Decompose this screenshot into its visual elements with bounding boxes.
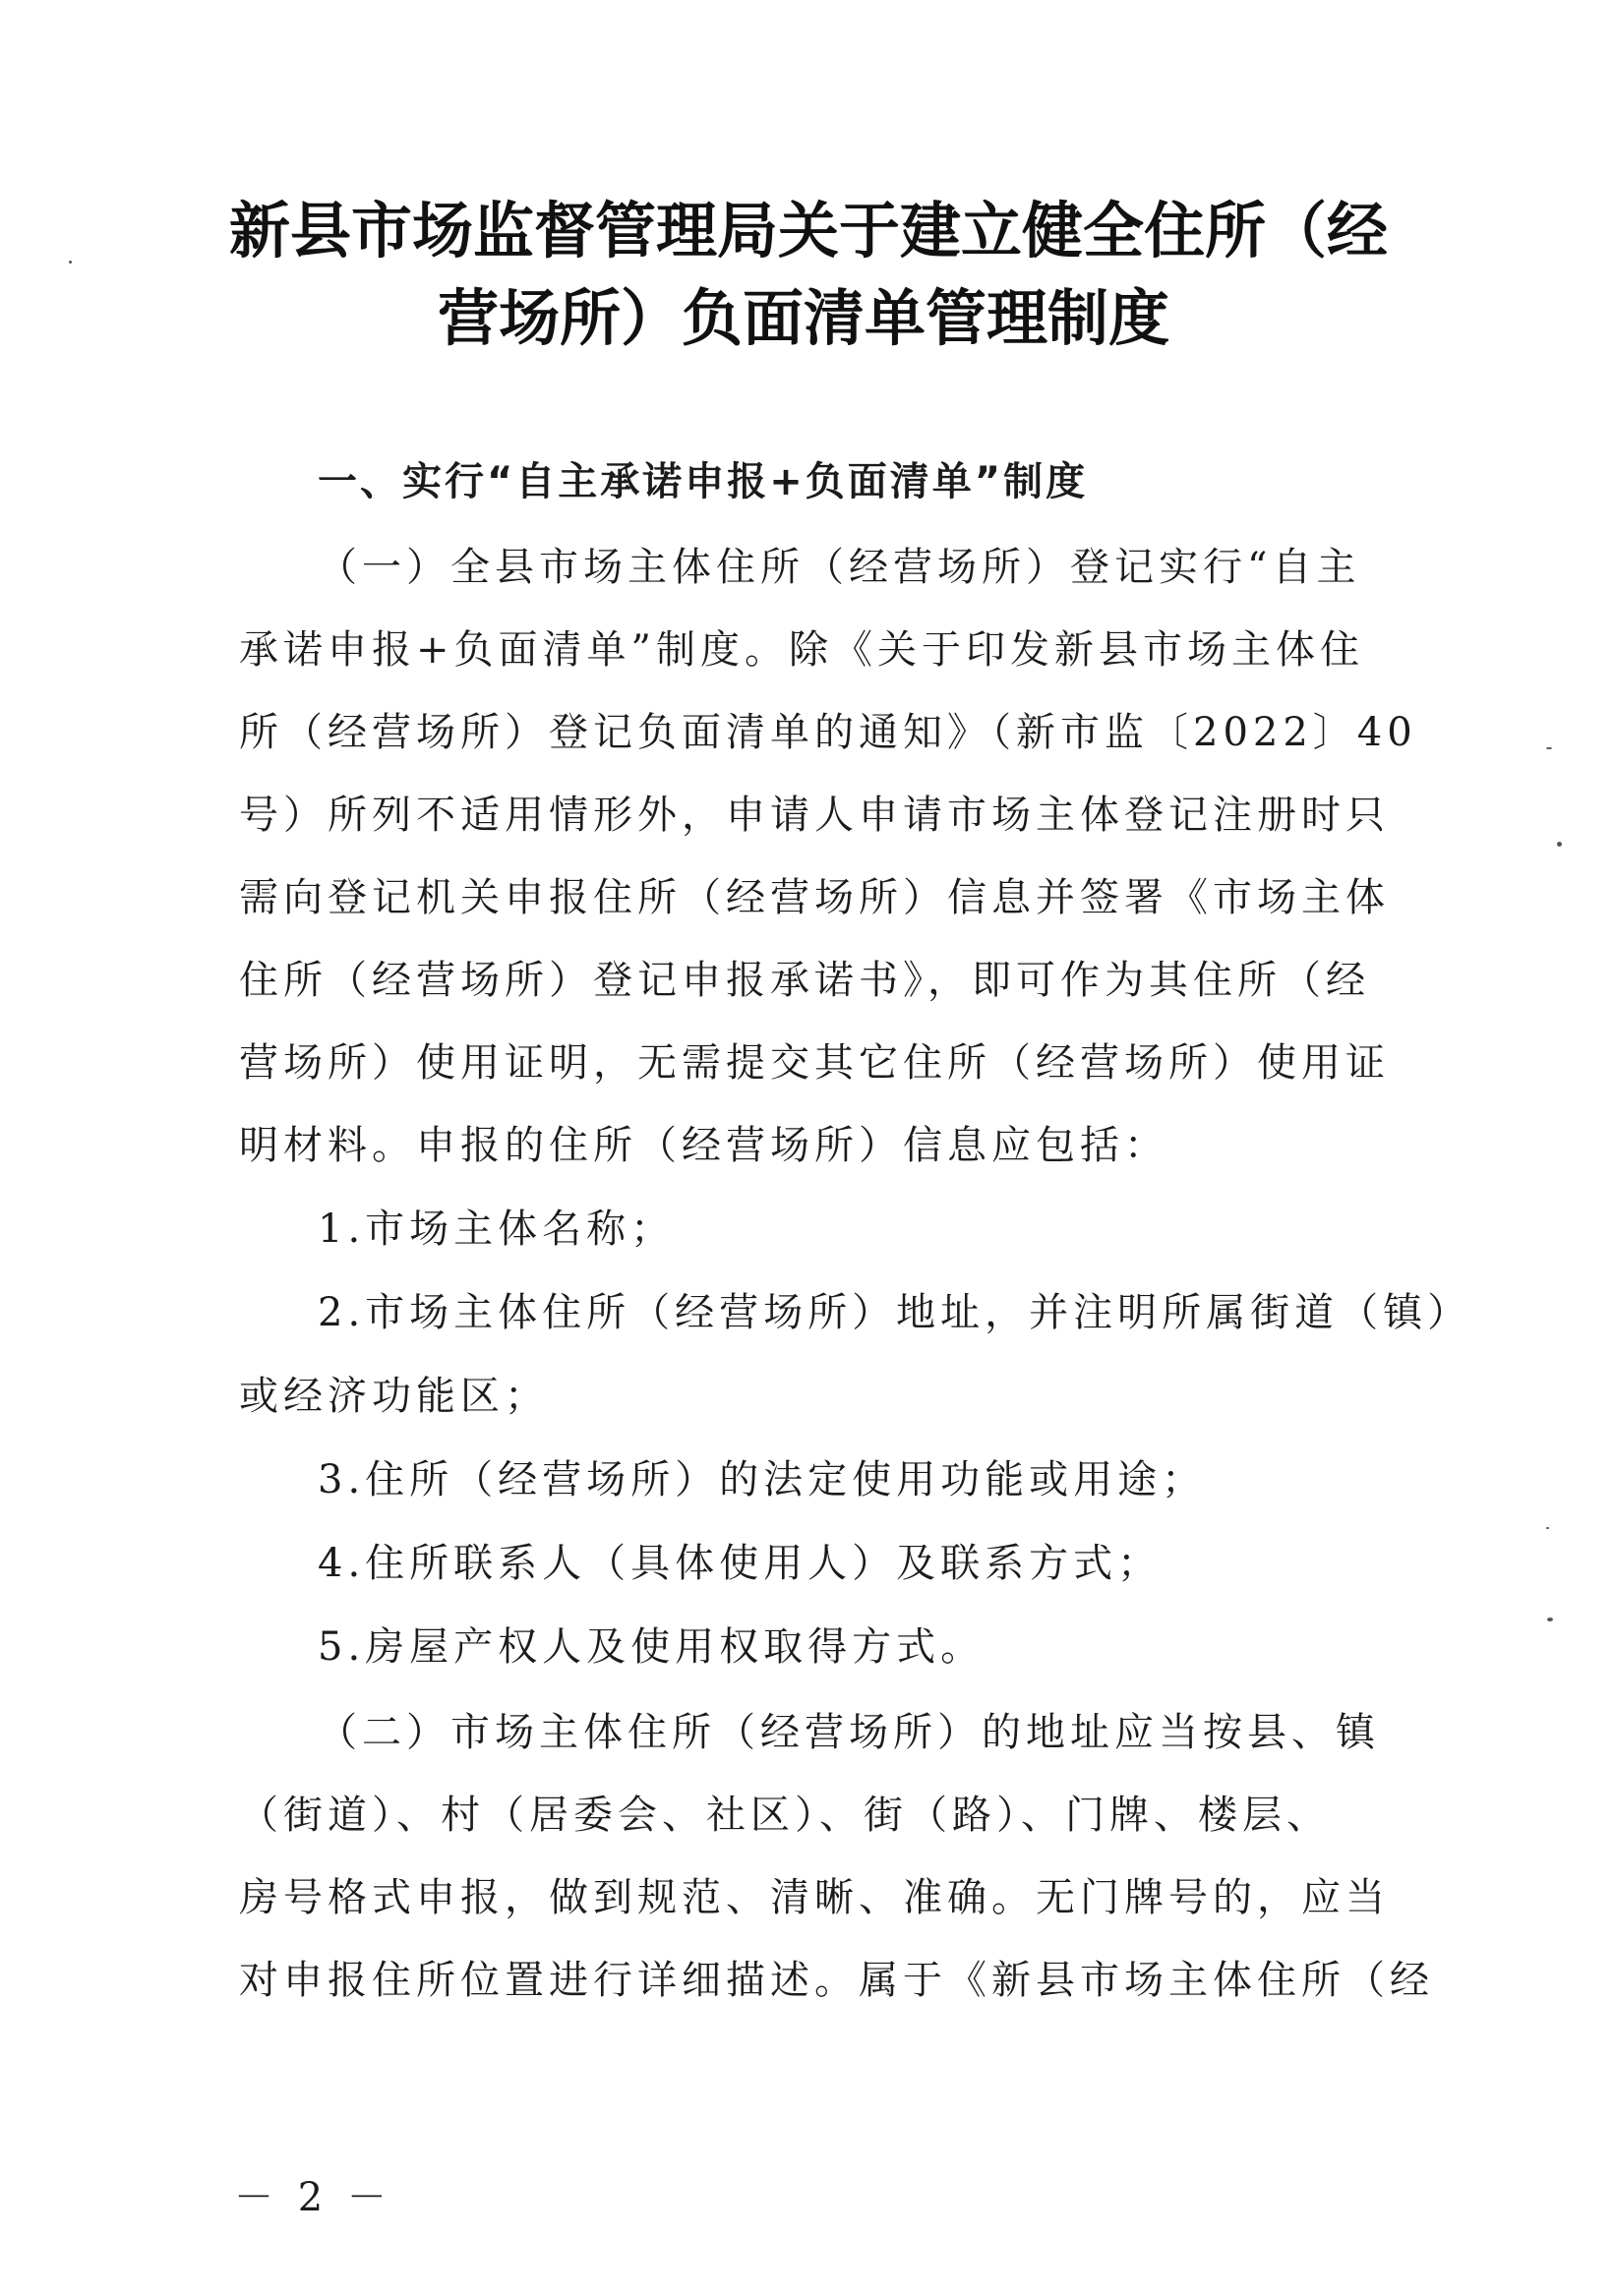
paragraph-line: 营场所）使用证明，无需提交其它住所（经营场所）使用证 [239,1040,1390,1086]
paragraph-line: 所（经营场所）登记负面清单的通知》（新市监〔2022〕40 [239,710,1417,755]
page-number: － 2 － [234,2175,392,2220]
paragraph-line: 号）所列不适用情形外，申请人申请市场主体登记注册时只 [239,793,1390,838]
paragraph-line: 对申报住所位置进行详细描述。属于《新县市场主体住所（经 [239,1958,1434,2003]
paragraph-line: 明材料。申报的住所（经营场所）信息应包括： [239,1123,1168,1168]
list-item: 3.住所（经营场所）的法定使用功能或用途； [318,1457,1207,1502]
paragraph-line: 房号格式申报，做到规范、清晰、准确。无门牌号的，应当 [239,1875,1390,1920]
list-item: 1.市场主体名称； [318,1207,676,1252]
list-item: 4.住所联系人（具体使用人）及联系方式； [318,1541,1163,1586]
scan-speck [1557,842,1562,847]
paragraph-line: 承诺申报+负面清单”制度。除《关于印发新县市场主体住 [239,627,1364,673]
paragraph-line: 住所（经营场所）登记申报承诺书》，即可作为其住所（经 [239,958,1370,1003]
paragraph-line: 需向登记机关申报住所（经营场所）信息并签署《市场主体 [239,875,1390,920]
scan-speck [1547,1618,1553,1621]
list-item-continuation: 或经济功能区； [239,1374,549,1419]
document-title-line-2: 营场所）负面清单管理制度 [438,282,1170,354]
paragraph-line: （街道）、村（居委会、社区）、街（路）、门牌、楼层、 [239,1793,1331,1838]
section-heading: 一、实行“自主承诺申报+负面清单”制度 [318,459,1089,504]
scan-speck [1546,747,1552,749]
scan-speck [69,261,72,264]
paragraph-line: （一）全县市场主体住所（经营场所）登记实行“自主 [318,545,1361,590]
scan-speck [1546,1527,1549,1529]
paragraph-line: （二）市场主体住所（经营场所）的地址应当按县、镇 [318,1710,1380,1755]
document-title-line-1: 新县市场监督管理局关于建立健全住所（经 [229,195,1389,266]
list-item: 2.市场主体住所（经营场所）地址，并注明所属街道（镇） [318,1290,1472,1335]
list-item: 5.房屋产权人及使用权取得方式。 [318,1624,986,1670]
